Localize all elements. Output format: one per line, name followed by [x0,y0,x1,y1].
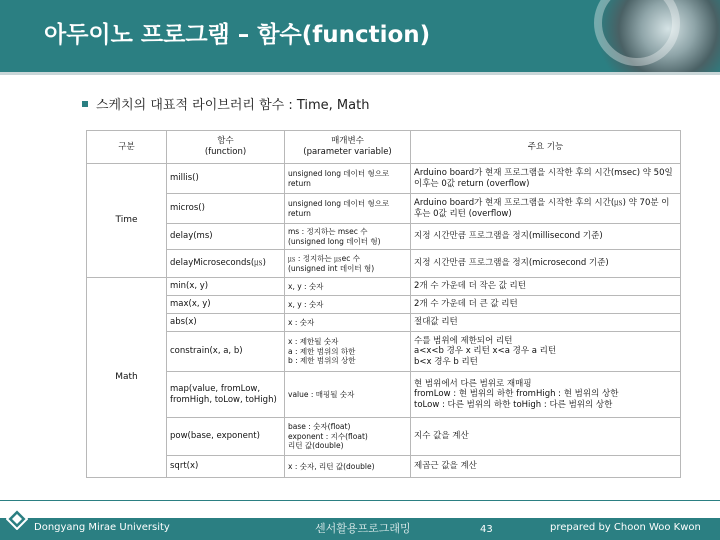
parameter-cell: x, y : 숫자 [285,296,411,314]
parameter-cell: x : 제한될 숫자 a : 제한 범위의 하한 b : 제한 범위의 상한 [285,332,411,372]
description-cell: 제곱근 값을 계산 [411,456,681,478]
parameter-cell: unsigned long 데이터 형으로 return [285,194,411,224]
description-cell: 지정 시간만큼 프로그램을 정지(millisecond 기준) [411,224,681,250]
parameter-cell: x, y : 숫자 [285,278,411,296]
table-row [87,372,681,418]
table-row [87,250,681,278]
table-row [87,418,681,456]
function-cell: micros() [167,194,285,224]
table-row [87,314,681,332]
function-table [86,130,681,478]
function-cell: delay(ms) [167,224,285,250]
parameter-cell: unsigned long 데이터 형으로 return [285,164,411,194]
diamond-logo-icon [6,508,28,530]
bullet-point [82,94,369,113]
description-cell: Arduino board가 현재 프로그램을 시작한 후의 시간(㎲) 약 70분 이후는 0값 리턴 (overflow) [411,194,681,224]
description-cell: 수를 범위에 제한되어 리턴 a<x<b 경우 x 리턴 x<a 경우 a 리턴 b<x 경우 b 리턴 [411,332,681,372]
function-cell: delayMicroseconds(㎲) [167,250,285,278]
description-cell: 2개 수 가운데 더 작은 값 리턴 [411,278,681,296]
slide-title: 아두이노 프로그램 – 함수(function) [44,22,431,48]
function-cell: max(x, y) [167,296,285,314]
header-divider [0,72,720,75]
header-description: 주요 기능 [411,131,681,164]
parameter-cell: value : 매핑될 숫자 [285,372,411,418]
parameter-cell: x : 숫자 [285,314,411,332]
table-row [87,278,681,296]
slide-header [0,0,720,72]
description-cell: 현 범위에서 다른 범위로 재매핑 fromLow : 현 범위의 하한 fromHigh : 현 범위의 상한 toLow : 다른 범위의 하한 toHigh : 다른 범위의 상한 [411,372,681,418]
square-bullet-icon [82,101,88,107]
table-header-row [87,131,681,164]
description-cell: 절대값 리턴 [411,314,681,332]
footer-school: Dongyang Mirae University [34,522,170,533]
table-row [87,332,681,372]
parameter-cell: ㎲ : 정지하는 ㎲ec 수 (unsigned int 데이터 형) [285,250,411,278]
parameter-cell: ms : 정지하는 msec 수 (unsigned long 데이터 형) [285,224,411,250]
table-row [87,164,681,194]
header-parameter: 매개변수 (parameter variable) [285,131,411,164]
footer-divider [0,500,720,501]
parameter-cell: base : 숫자(float) exponent : 지수(float) 리턴 값(double) [285,418,411,456]
function-cell: millis() [167,164,285,194]
category-cell-math: Math [87,278,167,478]
page-number: 43 [480,524,493,535]
bullet-text: 스케치의 대표적 라이브러리 함수 : Time, Math [96,98,370,113]
header-category: 구분 [87,131,167,164]
description-cell: 지수 값을 계산 [411,418,681,456]
description-cell: Arduino board가 현재 프로그램을 시작한 후의 시간(msec) 약 50일 이후는 0값 return (overflow) [411,164,681,194]
function-cell: constrain(x, a, b) [167,332,285,372]
category-cell-time: Time [87,164,167,278]
function-cell: min(x, y) [167,278,285,296]
footer-course: 센서활용프로그래밍 [315,522,411,535]
function-cell: map(value, fromLow, fromHigh, toLow, toHigh) [167,372,285,418]
function-cell: sqrt(x) [167,456,285,478]
header-function: 함수 (function) [167,131,285,164]
table-row [87,296,681,314]
footer-author: prepared by Choon Woo Kwon [550,522,701,533]
function-cell: pow(base, exponent) [167,418,285,456]
parameter-cell: x : 숫자, 리턴 값(double) [285,456,411,478]
description-cell: 2개 수 가운데 더 큰 값 리턴 [411,296,681,314]
description-cell: 지정 시간만큼 프로그램을 정지(microsecond 기준) [411,250,681,278]
table-row [87,456,681,478]
table-row [87,224,681,250]
function-cell: abs(x) [167,314,285,332]
table-row [87,194,681,224]
